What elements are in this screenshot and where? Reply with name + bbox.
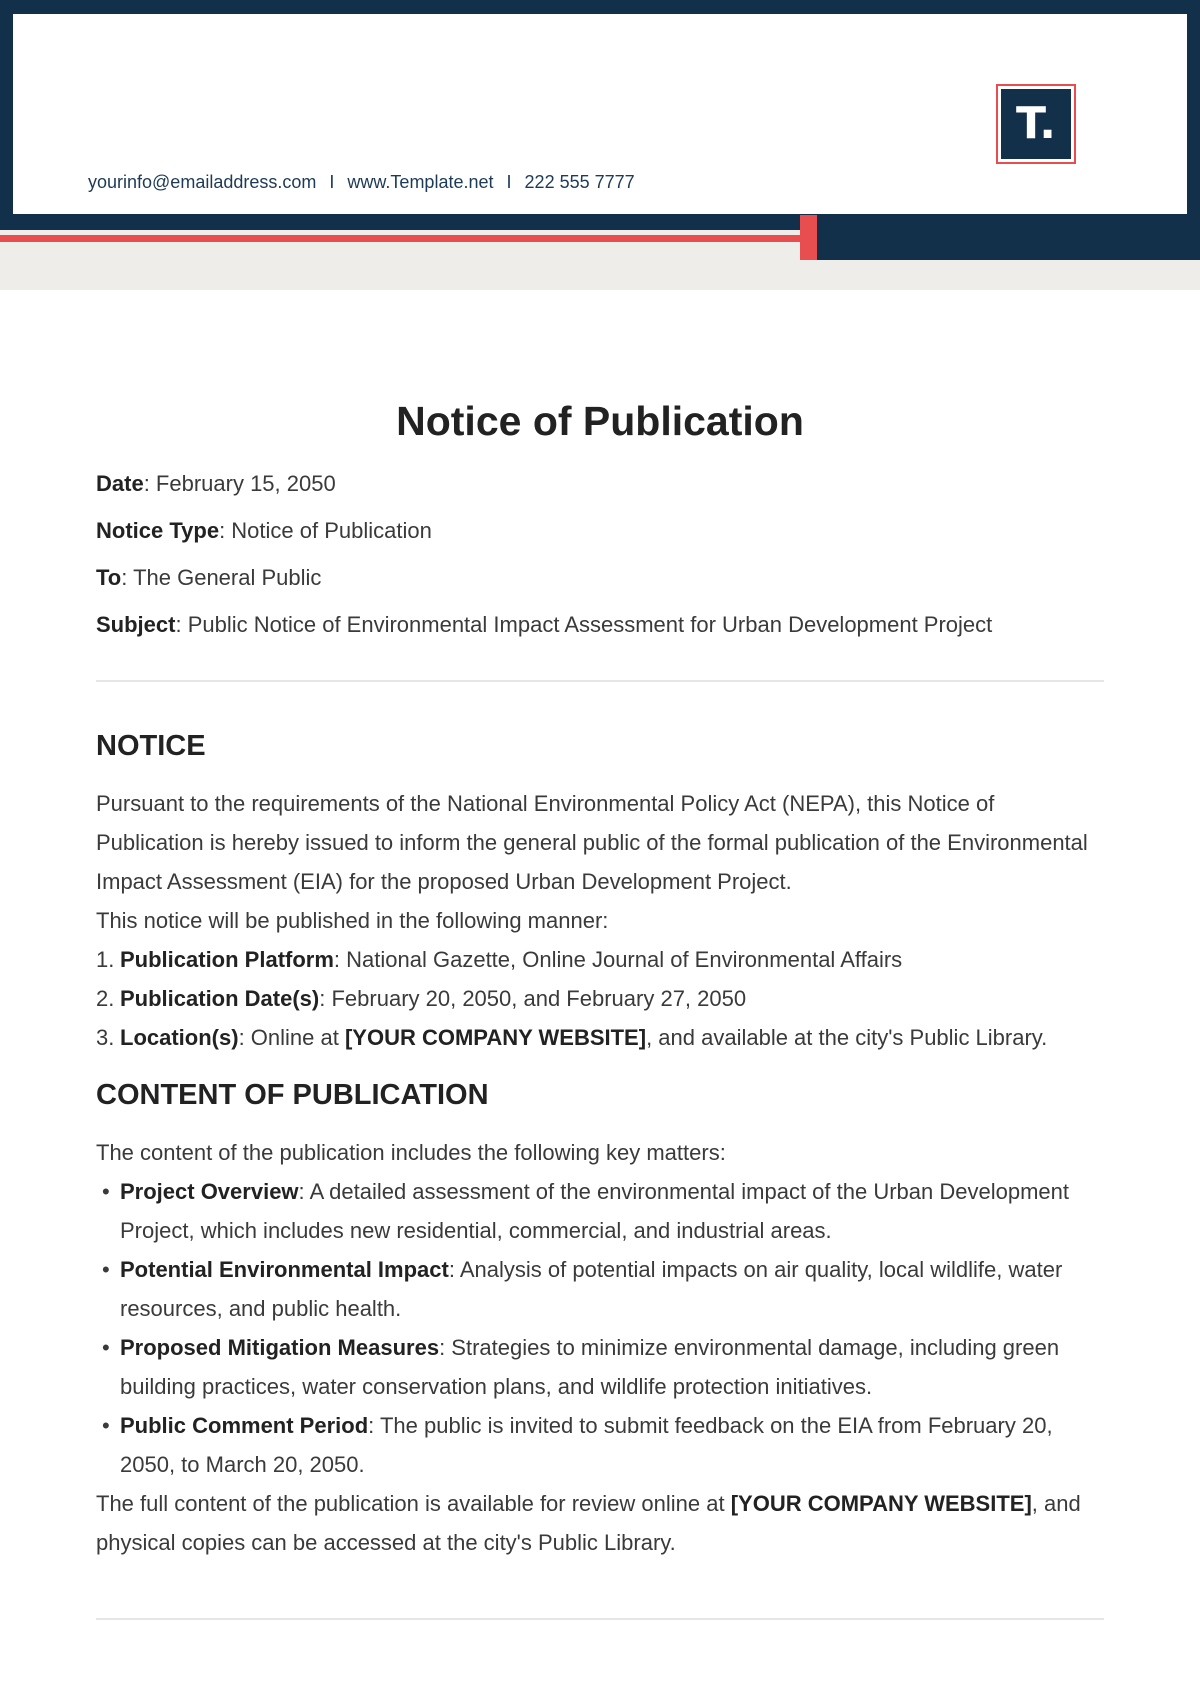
item-text: Analysis of potential impacts on air quality, local wildlife, water resources, and public health. [120,1257,1063,1321]
website-placeholder: [YOUR COMPANY WEBSITE] [730,1491,1032,1516]
list-item: 2. Publication Date(s): February 20, 2050, and February 27, 2050 [96,979,1104,1018]
item-text: National Gazette, Online Journal of Environmental Affairs [346,947,903,972]
meta-date: Date: February 15, 2050 [96,471,336,496]
document-body [96,388,1104,1620]
list-item: • Potential Environmental Impact: Analysis of potential impacts on air quality, local wildlife, water resources, and public health. [96,1250,1104,1328]
contact-email: yourinfo@emailaddress.com [88,172,317,192]
contact-phone: 222 555 7777 [524,172,635,192]
meta-label: To [96,565,122,590]
meta-value: Notice of Publication [231,518,432,543]
meta-label: Date [96,471,144,496]
item-text: The public is invited to submit feedback on the EIA from February 20, 2050, to March 20, 2050. [120,1413,1053,1477]
list-item: • Project Overview: A detailed assessment of the environmental impact of the Urban Development Project, which includes new residential, commercial, and industrial areas. [96,1172,1104,1250]
content-closing [96,1484,1104,1562]
item-label: Publication Platform [120,947,334,972]
list-item: • Public Comment Period: The public is invited to submit feedback on the EIA from February 20, 2050, to March 20, 2050. [96,1406,1104,1484]
meta-to: To: The General Public [96,565,322,590]
header-accent-line [0,235,800,242]
item-label: Public Comment Period [120,1413,369,1438]
item-text-pre: Online at [250,1025,345,1050]
notice-intro: Pursuant to the requirements of the National Environmental Policy Act (NEPA), this Notice of Publication is hereby issued to inform the general public of the formal publication of the Environmental Impact Assessment (EIA) for the proposed Urban Development Project. [96,791,1088,894]
bullet: • [102,1179,110,1204]
contact-website: www.Template.net [347,172,494,192]
contact-separator: I [329,172,335,192]
list-number: 3. [96,1025,115,1050]
list-item: 1. Publication Platform: National Gazette, Online Journal of Environmental Affairs [96,940,1104,979]
closing-text-pre: The full content of the publication is available for review online at [96,1491,731,1516]
meta-notice-type: Notice Type: Notice of Publication [96,518,432,543]
bullet: • [102,1413,110,1438]
logo-letter: T. [1001,89,1071,159]
meta-value: Public Notice of Environmental Impact Assessment for Urban Development Project [187,612,993,637]
meta-value: The General Public [133,565,322,590]
item-label: Publication Date(s) [120,986,320,1011]
notice-list [96,940,1104,1057]
content-intro: The content of the publication includes the following key matters: [96,1140,726,1165]
item-text: A detailed assessment of the environmental impact of the Urban Development Project, which includes new residential, commercial, and industrial areas. [120,1179,1069,1243]
meta-value: February 15, 2050 [155,471,336,496]
content-list [96,1172,1104,1484]
bullet: • [102,1335,110,1360]
notice-lead: This notice will be published in the following manner: [96,908,609,933]
contact-separator: I [506,172,512,192]
section-divider [96,1618,1104,1620]
meta-subject: Subject: Public Notice of Environmental Impact Assessment for Urban Development Project [96,612,993,637]
item-label: Location(s) [120,1025,239,1050]
content-heading: CONTENT OF PUBLICATION [96,1079,489,1111]
item-text: February 20, 2050, and February 27, 2050 [331,986,747,1011]
company-logo [996,84,1076,164]
item-label: Potential Environmental Impact [120,1257,449,1282]
bullet: • [102,1257,110,1282]
list-number: 1. [96,947,115,972]
section-divider [96,680,1104,682]
notice-heading: NOTICE [96,730,206,762]
meta-label: Notice Type [96,518,220,543]
header-accent-tab [800,215,817,260]
closing-text-post: , and physical copies can be accessed at the city's Public Library. [96,1491,1081,1555]
list-item: 3. Location(s): Online at [YOUR COMPANY WEBSITE], and available at the city's Public Library. [96,1018,1104,1057]
item-label: Proposed Mitigation Measures [120,1335,440,1360]
website-placeholder: [YOUR COMPANY WEBSITE] [344,1025,647,1050]
meta-label: Subject [96,612,176,637]
item-label: Project Overview [120,1179,299,1204]
contact-info [88,172,635,193]
list-item: • Proposed Mitigation Measures: Strategies to minimize environmental damage, including green building practices, water conservation plans, and wildlife protection initiatives. [96,1328,1104,1406]
item-text: Strategies to minimize environmental damage, including green building practices, water conservation plans, and wildlife protection initiatives. [120,1335,1060,1399]
item-text-post: , and available at the city's Public Library. [646,1025,1048,1050]
page-title: Notice of Publication [396,398,804,444]
list-number: 2. [96,986,115,1011]
